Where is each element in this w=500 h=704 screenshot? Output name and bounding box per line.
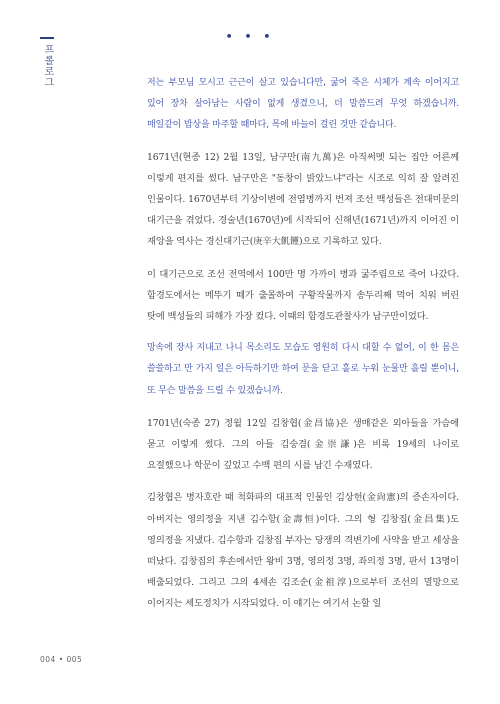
top-ornament: • • • (225, 30, 275, 43)
page-body (147, 73, 459, 615)
quote-paragraph: 저는 부모님 모시고 근근이 살고 있습니다만, 굶어 죽은 시체가 계속 이어지고 있어 장차 살아남는 사람이 없게 생겼으니, 더 말씀드려 무엇 하겠습니까. 매일같이 밥상을 마주할 때마다, 목에 바늘이 걸린 것만 같습니다. (147, 78, 459, 131)
body-paragraph: 1671년(현종 12) 2월 13일, 남구만(南九萬)은 아직써멧 되는 집안 어른께 이렇게 편지를 썼다. 남구만은 "동창이 밝았느냐"라는 시조로 익히 잘 알려진 인물이다. 1670년부터 기상이변에 전염병까지 번져 조선 백성들은 전대미문의 대기근을 겪었다. 경술년(1670년)에 시작되어 신해년(1671년)까지 이어진 이 재앙을 역사는 경신대기근(庚辛大飢饉)으로 기록하고 있다. (147, 151, 459, 248)
section-label-text: 프롤로그 (42, 44, 53, 88)
body-paragraph: 1701년(숙종 27) 정월 12일 김창협(金昌協)은 생매같은 외아들을 가슴에 묻고 이렇게 썼다. 그의 아들 김숭겸(金崇謙)은 비록 19세의 나이로 요절했으나 학문이 깊었고 수백 편의 시를 남긴 수재였다. (147, 417, 459, 472)
body-paragraph: 이 대기근으로 조선 전역에서 100만 명 가까이 병과 굶주림으로 죽어 나갔다. 함경도에서는 메뚜기 떼가 출몰하여 구황작물까지 송두리째 먹어 치워 버린 탓에 백성들의 피해가 가장 컸다. 이때의 함경도관찰사가 남구만이었다. (147, 268, 459, 323)
body-paragraph: 김창협은 병자호란 때 척화파의 대표적 인물인 김상헌(金尙憲)의 증손자이다. 아버지는 영의정을 지낸 김수항(金壽恒)이다. 그의 형 김창집(金昌集)도 영의정을 지냈다. 김수항과 김창집 부자는 당쟁의 격변기에 사약을 받고 세상을 떠났다. 김창집의 후손에서만 왕비 3명, 영의정 3명, 좌의정 3명, 판서 13명이 배출되었다. 그리고 그의 4세손 김조순(金祖淳)으로부터 조선의 멸망으로 이어지는 세도정치가 시작되었다. 이 얘기는 여기서 논할 일 (147, 492, 459, 610)
quote-paragraph: 망속에 장사 지내고 나니 목소리도 모습도 영원히 다시 대할 수 없어, 이 한 몸은 쓸쓸하고 만 가지 일은 아득하기만 하여 문을 닫고 홀로 누워 눈물만 흘릴 뿐이니, 또 무슨 말씀을 드릴 수 있겠습니까. (147, 343, 459, 396)
section-label (40, 37, 54, 88)
page-numbers: 004 • 005 (40, 655, 83, 664)
